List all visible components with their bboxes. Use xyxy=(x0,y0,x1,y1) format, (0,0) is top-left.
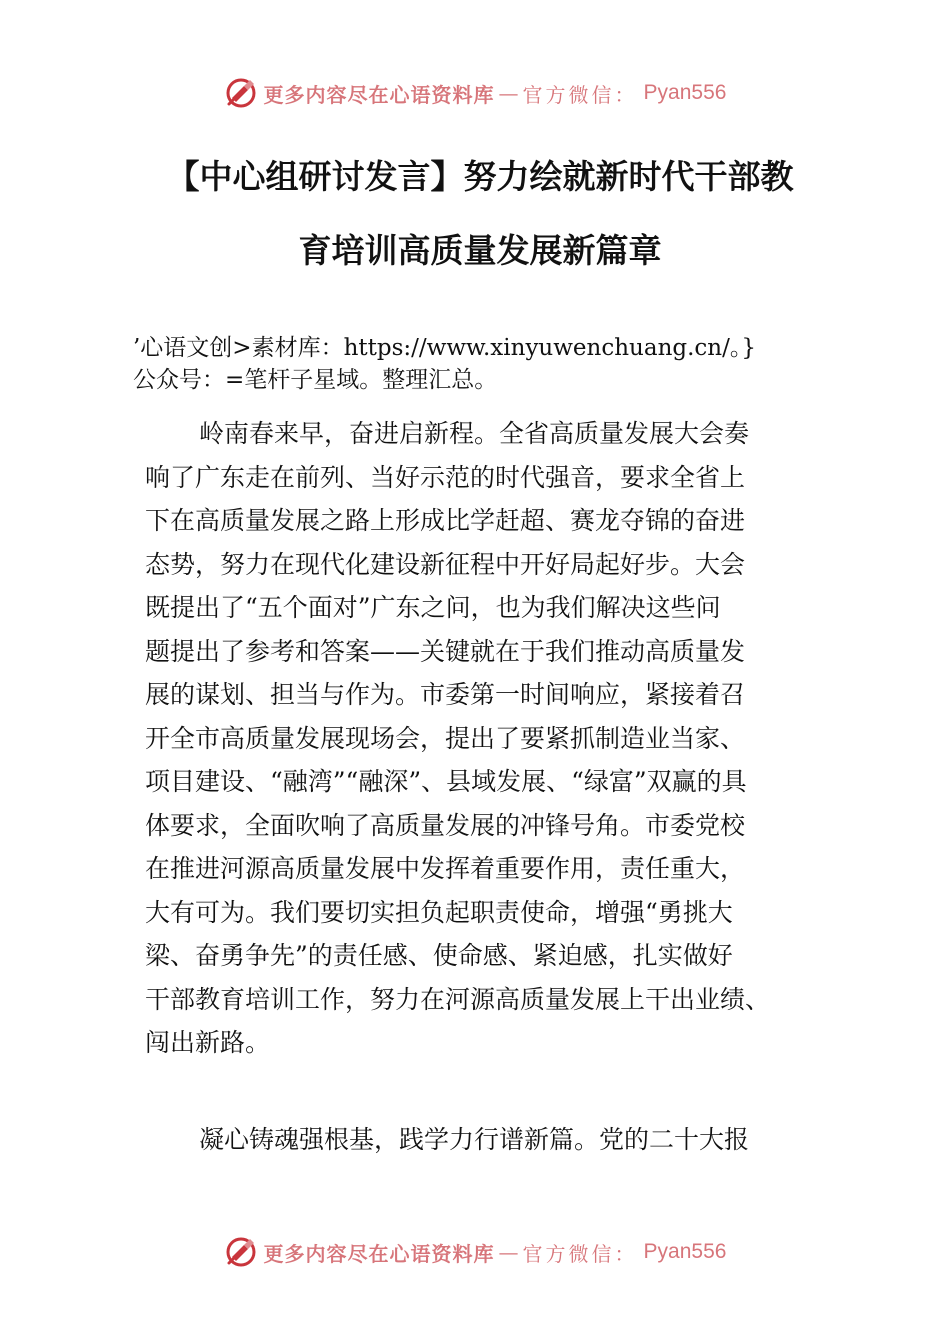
paragraph-line: 梁、奋勇争先”的责任感、使命感、紧迫感，扎实做好 xyxy=(145,941,733,970)
paragraph-line: 下在高质量发展之路上形成比学赶超、赛龙夺锦的奋进 xyxy=(145,506,746,535)
paragraph-line: 既提出了“五个面对”广东之问，也为我们解决这些问 xyxy=(145,593,721,622)
body-paragraph-1 xyxy=(145,412,845,1065)
banner-brand-text: 更多内容尽在心语资料库 xyxy=(263,1241,495,1266)
paragraph-line: 大有可为。我们要切实担负起职责使命，增强“勇挑大 xyxy=(145,897,733,927)
banner-separator: — xyxy=(498,1240,519,1264)
brand-logo-icon xyxy=(224,1235,258,1269)
header-watermark-banner xyxy=(0,73,950,113)
document-title-line-2: 育培训高质量发展新篇章 xyxy=(298,231,662,270)
footer-watermark-banner xyxy=(0,1232,950,1272)
document-title-line-1: 【中心组研讨发言】努力绘就新时代干部教 xyxy=(166,157,794,196)
paragraph-line: 岭南春来早，奋进启新程。全省高质量发展大会奏 xyxy=(199,419,750,448)
banner-separator: — xyxy=(498,81,519,105)
banner-wechat-label: 官方微信： xyxy=(522,1241,638,1266)
paragraph-line: 干部教育培训工作，努力在河源高质量发展上干出业绩、 xyxy=(145,984,771,1014)
paragraph-line: 态势，努力在现代化建设新征程中开好局起好步。大会 xyxy=(145,549,746,579)
banner-brand-text: 更多内容尽在心语资料库 xyxy=(263,82,495,107)
source-note-line-2: 公众号：=笔杆子星域。整理汇总。 xyxy=(133,367,498,393)
paragraph-line: 展的谋划、担当与作为。市委第一时间响应，紧接着召 xyxy=(145,680,746,709)
body-paragraph-2 xyxy=(145,1118,845,1162)
paragraph-line: 项目建设、“融湾”“融深”、县域发展、“绿富”双赢的具 xyxy=(145,767,747,796)
paragraph-line: 题提出了参考和答案——关键就在于我们推动高质量发 xyxy=(145,636,746,666)
brand-logo-icon xyxy=(224,76,258,110)
paragraph-line: 响了广东走在前列、当好示范的时代强音，要求全省上 xyxy=(145,462,746,492)
banner-wechat-label: 官方微信： xyxy=(522,82,638,107)
paragraph-line: 开全市高质量发展现场会，提出了要紧抓制造业当家、 xyxy=(145,723,746,753)
paragraph-line: 凝心铸魂强根基，践学力行谱新篇。党的二十大报 xyxy=(199,1125,750,1154)
paragraph-line: 体要求，全面吹响了高质量发展的冲锋号角。市委党校 xyxy=(145,810,746,840)
paragraph-line: 在推进河源高质量发展中发挥着重要作用，责任重大， xyxy=(145,854,746,883)
source-note-line-1: ’心语文创>素材库：https://www.xinyuwenchuang.cn/。} xyxy=(133,335,756,361)
banner-wechat-id: Pyan556 xyxy=(643,1240,727,1263)
banner-wechat-id: Pyan556 xyxy=(643,81,727,104)
paragraph-line: 闯出新路。 xyxy=(145,1028,271,1057)
